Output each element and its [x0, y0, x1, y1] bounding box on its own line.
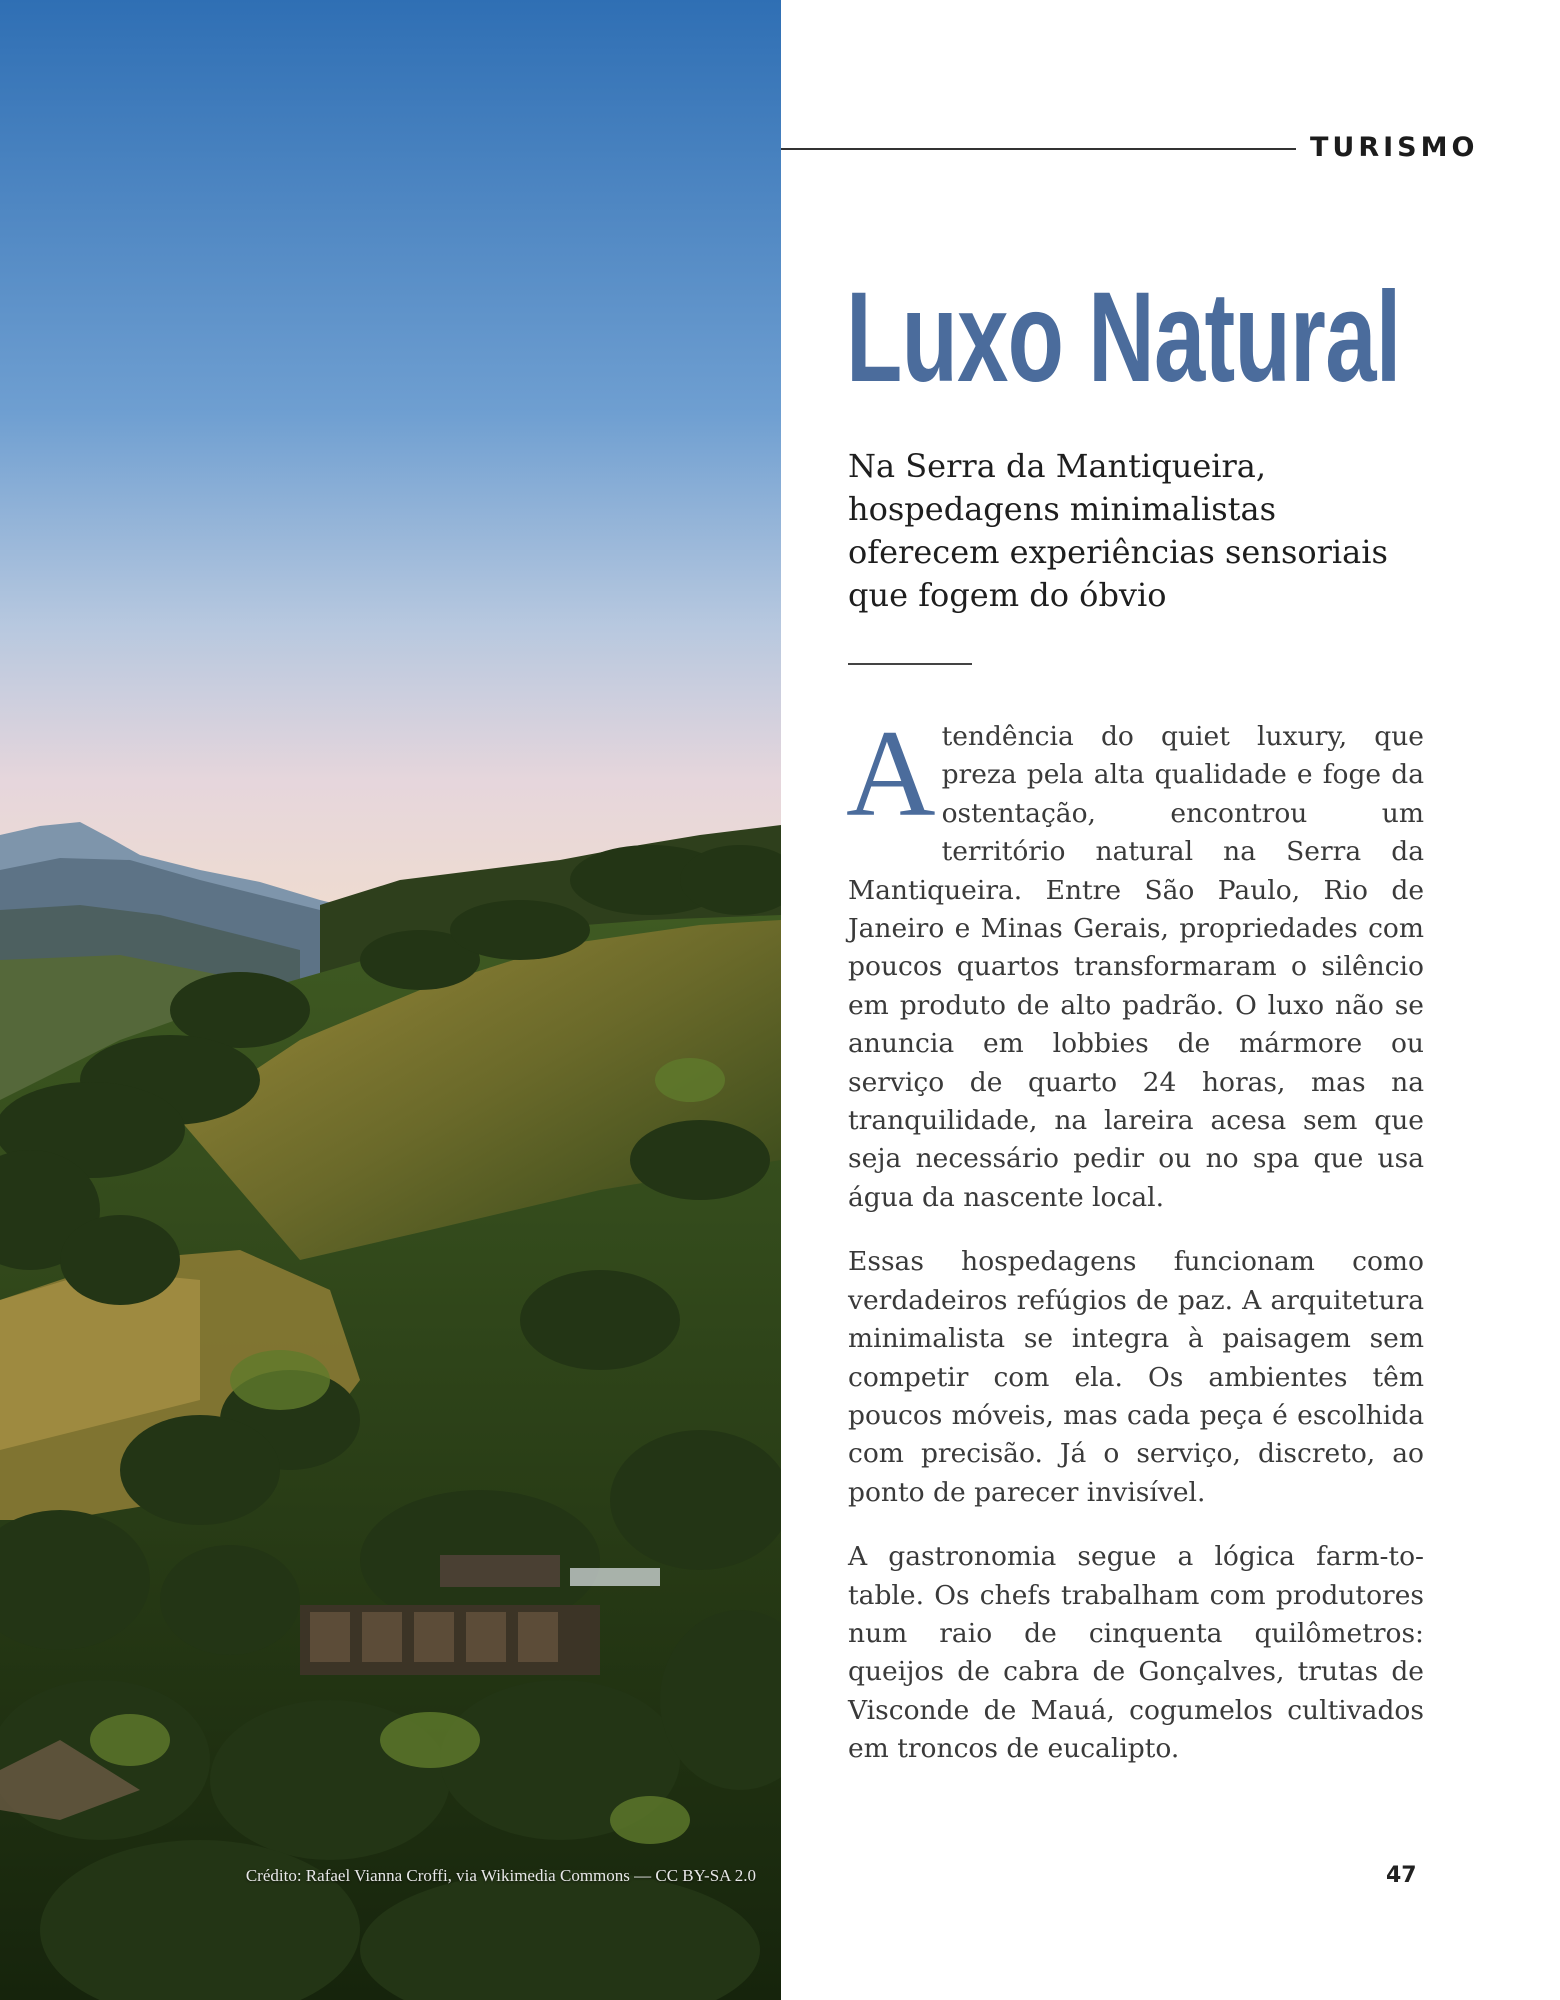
body-paragraph-2: Essas hospedagens funcionam como verdadeiros refúgios de paz. A arquitetura minimalista se integra à paisagem sem competir com ela. Os ambientes têm poucos móveis, mas cada peça é escolhida com precisão. Já o serviço, discreto, ao ponto de parecer invisível. — [848, 1246, 1424, 1508]
article-title: Luxo Natural — [846, 266, 1401, 409]
section-header-rule — [781, 148, 1296, 150]
paragraph-1-text: tendência do quiet luxury, que preza pela alta qualidade e foge da ostentação, encontrou um território natural na Serra da Mantiqueira. Entre São Paulo, Rio de Janeiro e Minas Gerais, propriedades com poucos quartos transformaram o silêncio em produto de alto padrão. O luxo não se anuncia em lobbies de mármore ou serviço de quarto 24 horas, mas na tranquilidade, na lareira acesa sem que seja necessário pedir ou no spa que usa água da nascente local. — [848, 721, 1424, 1213]
page-number: 47 — [1386, 1863, 1417, 1888]
article-body — [846, 705, 1424, 1795]
body-paragraph-1 — [846, 705, 1424, 1217]
article-subtitle: Na Serra da Mantiqueira, hospedagens minimalistas oferecem experiências sensoriais que fogem do óbvio — [848, 447, 1388, 614]
section-label: TURISMO — [1310, 132, 1479, 163]
body-paragraph-3: A gastronomia segue a lógica farm-to-table. Os chefs trabalham com produtores num raio de cinquenta quilômetros: queijos de cabra de Gonçalves, trutas de Visconde de Mauá, cogumelos cultivados em troncos de eucalipto. — [848, 1541, 1424, 1765]
drop-cap: A — [846, 705, 936, 842]
photo-credit: Crédito: Rafael Vianna Croffi, via Wikimedia Commons — CC BY-SA 2.0 — [245, 1866, 756, 1885]
subtitle-divider — [848, 663, 972, 665]
